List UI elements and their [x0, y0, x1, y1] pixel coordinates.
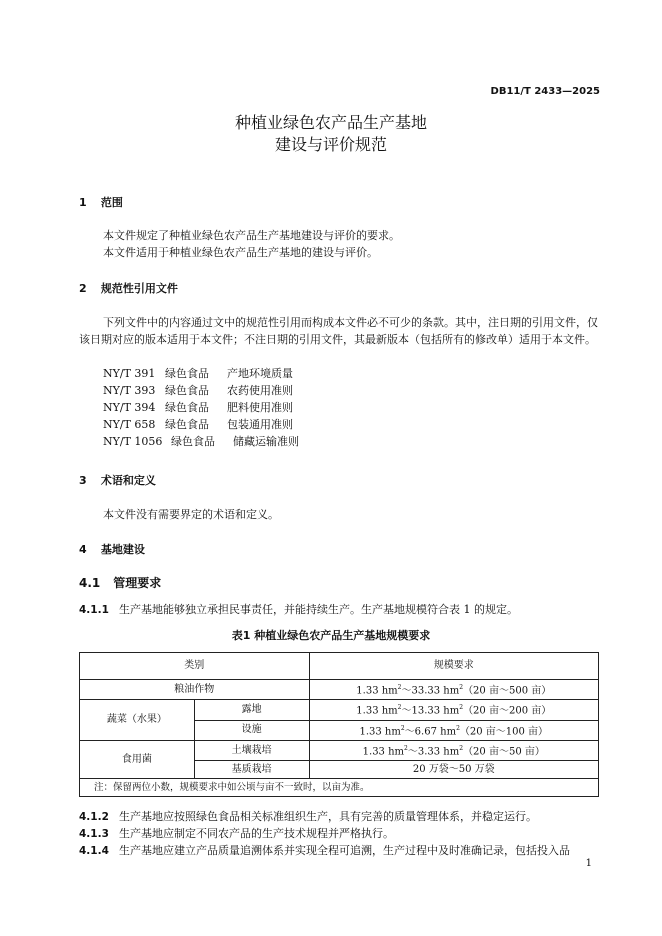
reference-code: NY/T 393 — [103, 384, 156, 397]
section-terms-heading — [79, 472, 156, 488]
title-line-2: 建设与评价规范 — [274, 135, 387, 154]
section-scope-heading — [79, 194, 123, 210]
scale-requirements-table — [79, 652, 599, 797]
clause-4-1-4 — [79, 842, 570, 858]
category-cell: 粮油作物 — [80, 680, 310, 700]
scope-paragraph-1: 本文件规定了种植业绿色农产品生产基地建设与评价的要求。 — [103, 229, 400, 242]
normative-reference-item — [103, 399, 293, 416]
reference-name-part2: 肥料使用准则 — [227, 401, 293, 414]
reference-code: NY/T 658 — [103, 418, 156, 431]
section-title: 规范性引用文件 — [100, 282, 178, 295]
normative-reference-item — [103, 416, 293, 433]
table-note-row — [80, 779, 599, 797]
table-note: 注：保留两位小数，规模要求中如公顷与亩不一致时，以亩为准。 — [80, 779, 599, 797]
normative-reference-item — [103, 433, 299, 450]
page-number: 1 — [585, 858, 592, 869]
requirement-cell: 1.33 $hm^2\sim 3.33$ $hm^2(20$ 亩～50 亩） — [309, 740, 598, 760]
reference-name-part2: 包装通用准则 — [227, 418, 293, 431]
subcategory-cell: 基质栽培 — [194, 761, 309, 779]
subcategory-cell: 设施 — [194, 720, 309, 740]
requirement-cell: 1.33 $hm^2\sim 33.33$ $hm^2(20$ 亩～500 亩） — [309, 680, 598, 700]
section-number: 3 — [79, 474, 87, 487]
terms-paragraph: 本文件没有需要界定的术语和定义。 — [103, 508, 279, 521]
header-category: 类别 — [80, 653, 310, 680]
section-title: 术语和定义 — [100, 474, 156, 487]
normative-reference-item — [103, 365, 293, 382]
clause-text: 生产基地应制定不同农产品的生产技术规程并严格执行。 — [119, 827, 394, 840]
normative-reference-item — [103, 382, 293, 399]
reference-name-part1: 绿色食品 — [165, 418, 209, 431]
subcategory-cell: 露地 — [194, 700, 309, 720]
category-cell: 蔬菜（水果） — [80, 700, 195, 741]
section-title: 范围 — [100, 196, 123, 209]
clause-text: 生产基地应建立产品质量追溯体系并实现全程可追溯，生产过程中及时准确记录，包括投入品 — [119, 844, 570, 857]
reference-name-part2: 产地环境质量 — [227, 367, 293, 380]
section-normative-heading — [79, 280, 178, 296]
table-row — [80, 740, 599, 760]
reference-name-part1: 绿色食品 — [165, 384, 209, 397]
normative-intro: 下列文件中的内容通过文中的规范性引用而构成本文件必不可少的条款。其中，注日期的引用文件，仅该日期对应的版本适用于本文件；不注日期的引用文件，其最新版本（包括所有的修改单）适用于本文件。 — [79, 316, 598, 346]
clause-number: 4.1.1 — [79, 604, 109, 616]
title-line-1: 种植业绿色农产品生产基地 — [234, 113, 427, 132]
section-title: 基地建设 — [100, 543, 145, 556]
subcategory-cell: 土壤栽培 — [194, 740, 309, 760]
clause-number: 4.1.2 — [79, 811, 109, 823]
document-number: DB11/T 2433—2025 — [490, 86, 600, 97]
table-row — [80, 680, 599, 700]
clause-4-1-1 — [79, 601, 518, 617]
reference-name-part1: 绿色食品 — [171, 435, 215, 448]
reference-code: NY/T 391 — [103, 367, 156, 380]
table-caption: 表1 种植业绿色农产品生产基地规模要求 — [231, 629, 431, 642]
header-requirement: 规模要求 — [309, 653, 598, 680]
section-number: 2 — [79, 282, 87, 295]
section-number: 1 — [79, 196, 87, 209]
reference-name-part1: 绿色食品 — [165, 367, 209, 380]
reference-name-part2: 储藏运输准则 — [233, 435, 299, 448]
subsection-title: 管理要求 — [113, 576, 162, 590]
table-header-row — [80, 653, 599, 680]
section-number: 4 — [79, 543, 87, 556]
reference-name-part1: 绿色食品 — [165, 401, 209, 414]
clause-4-1-3 — [79, 825, 394, 841]
clause-text: 生产基地应按照绿色食品相关标准组织生产，具有完善的质量管理体系，并稳定运行。 — [119, 810, 537, 823]
clause-4-1-2 — [79, 808, 537, 824]
clause-text: 生产基地能够独立承担民事责任，并能持续生产。生产基地规模符合表 1 的规定。 — [119, 603, 518, 616]
category-cell: 食用菌 — [80, 740, 195, 778]
requirement-cell: 1.33 $hm^2\sim 6.67$ $hm^2(20$ 亩～100 亩） — [309, 720, 598, 740]
reference-name-part2: 农药使用准则 — [227, 384, 293, 397]
section-base-heading — [79, 541, 145, 557]
reference-code: NY/T 1056 — [103, 435, 163, 448]
table-row — [80, 700, 599, 720]
clause-number: 4.1.3 — [79, 828, 109, 840]
clause-number: 4.1.4 — [79, 845, 109, 857]
reference-code: NY/T 394 — [103, 401, 156, 414]
requirement-cell: 1.33 $hm^2\sim 13.33$ $hm^2(20$ 亩～200 亩） — [309, 700, 598, 720]
scope-paragraph-2: 本文件适用于种植业绿色农产品生产基地的建设与评价。 — [103, 246, 378, 259]
subsection-management-heading — [79, 574, 161, 591]
subsection-number: 4.1 — [79, 576, 101, 590]
requirement-cell: 20 万袋～50 万袋 — [309, 761, 598, 779]
